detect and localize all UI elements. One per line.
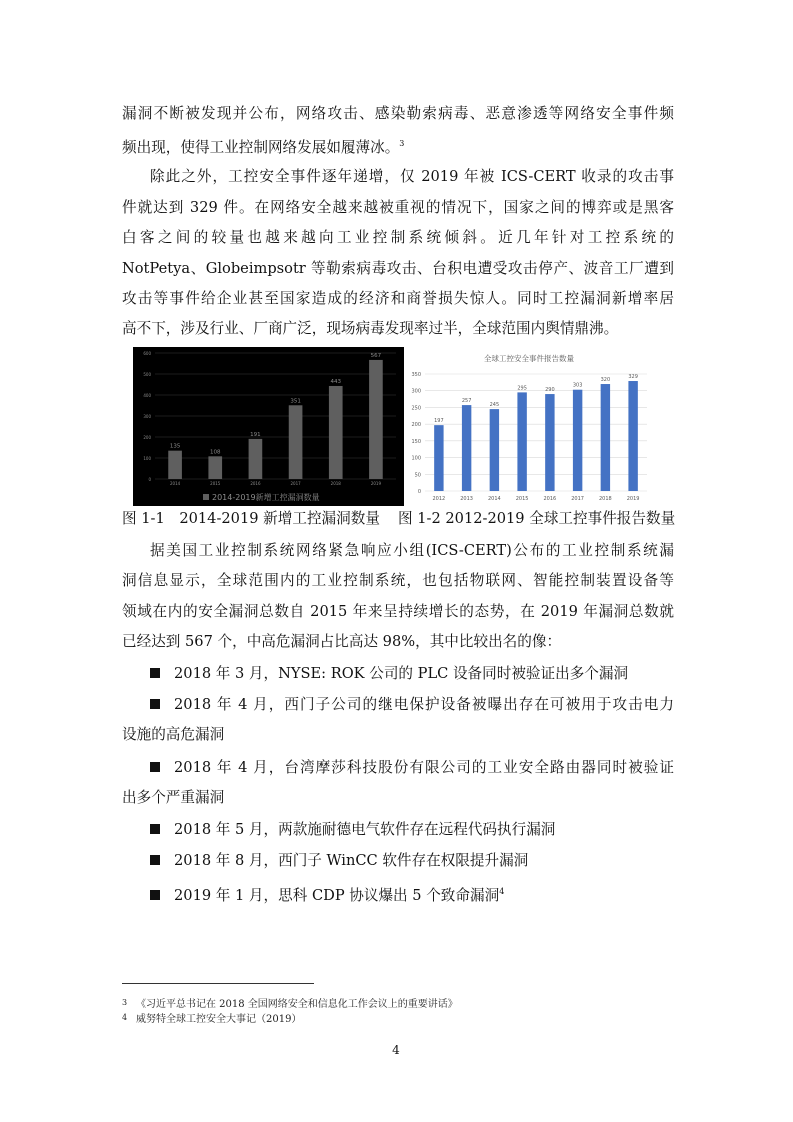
bar	[329, 386, 343, 479]
square-bullet-icon	[150, 668, 160, 678]
footnote-ref: 4	[499, 887, 505, 896]
x-tick-label: 2017	[571, 496, 584, 502]
legend-label: 2014-2019新增工控漏洞数量	[212, 493, 320, 502]
x-tick-label: 2012	[432, 496, 446, 502]
y-tick-label: 300	[411, 388, 421, 395]
body-text-line: 领域在内的安全漏洞总数自 2015 年来呈持续增长的态势，在 2019 年漏洞总数就	[122, 603, 674, 620]
y-tick-label: 200	[143, 435, 151, 440]
y-tick-label: 100	[411, 455, 421, 462]
data-label: 245	[489, 402, 500, 409]
vulnerability-count-chart	[133, 347, 404, 506]
data-label: 320	[600, 377, 611, 384]
footnote-text: 《习近平总书记在 2018 全国网络安全和信息化工作会议上的重要讲话》	[136, 999, 458, 1010]
body-text-line: 攻击等事件给企业甚至国家造成的经济和商誉损失惊人。同时工控漏洞新增率居	[122, 290, 674, 307]
square-bullet-icon	[150, 762, 160, 772]
y-tick-label: 400	[143, 393, 151, 398]
y-tick-label: 0	[417, 489, 421, 495]
square-bullet-icon	[150, 699, 160, 709]
bar	[628, 381, 637, 491]
bar	[545, 394, 554, 491]
x-tick-label: 2014	[488, 496, 501, 502]
bullet-continuation: 设施的高危漏洞	[122, 726, 225, 743]
data-label: 351	[290, 398, 301, 405]
bar	[434, 425, 443, 491]
y-tick-label: 50	[414, 472, 421, 479]
bullet-item	[150, 882, 674, 906]
y-tick-label: 250	[411, 405, 421, 412]
y-tick-label: 200	[411, 422, 421, 429]
body-text-line: 已经达到 567 个，中高危漏洞占比高达 98%，其中比较出名的像：	[122, 633, 562, 650]
y-tick-label: 300	[143, 414, 151, 419]
data-label: 329	[628, 374, 638, 381]
footnote	[122, 1011, 301, 1026]
bar	[208, 456, 222, 479]
body-text-line: 漏洞不断被发现并公布，网络攻击、感染勒索病毒、恶意渗透等网络安全事件频	[122, 105, 674, 122]
data-label: 290	[545, 387, 555, 394]
body-text-line: 白客之间的较量也越来越向工业控制系统倾斜。近几年针对工控系统的	[122, 229, 674, 246]
x-tick-label: 2013	[460, 496, 473, 502]
footnote-divider	[122, 983, 314, 984]
body-text-line: NotPetya、Globeimpsotr 等勒索病毒攻击、台积电遭受攻击停产、波音工厂遭到	[122, 260, 674, 277]
bullet-text: 2018 年 5 月，两款施耐德电气软件存在远程代码执行漏洞	[174, 821, 556, 838]
figure-caption-2: 图 1-2 2012-2019 全球工控事件报告数量	[398, 510, 676, 527]
data-label: 108	[210, 449, 221, 456]
y-tick-label: 500	[143, 372, 151, 377]
bar	[601, 384, 610, 491]
bullet-text: 2018 年 8 月，西门子 WinCC 软件存在权限提升漏洞	[174, 852, 529, 869]
footnote-ref: 3	[399, 139, 405, 148]
footnote-number: 3	[122, 998, 128, 1007]
data-label: 135	[169, 443, 181, 450]
bullet-text: 2018 年 4 月，西门子公司的继电保护设备被曝出存在可被用于攻击电力	[174, 696, 674, 713]
square-bullet-icon	[150, 824, 160, 834]
bullet-item	[150, 820, 674, 840]
square-bullet-icon	[150, 855, 160, 865]
bar	[289, 405, 303, 479]
y-tick-label: 0	[148, 477, 151, 482]
data-label: 443	[330, 378, 341, 385]
x-tick-label: 2018	[599, 496, 612, 502]
footnote-text: 威努特全球工控安全大事记（2019）	[136, 1014, 302, 1025]
x-tick-label: 2017	[290, 481, 301, 486]
x-tick-label: 2016	[250, 481, 261, 486]
body-text-line: 除此之外，工控安全事件逐年递增，仅 2019 年被 ICS-CERT 收录的攻击事	[150, 168, 674, 185]
bullet-item	[150, 695, 674, 715]
bar	[168, 451, 182, 479]
page-number: 4	[392, 1043, 400, 1057]
y-tick-label: 100	[143, 456, 151, 461]
footnote-number: 4	[122, 1013, 128, 1022]
body-text-line: 洞信息显示，全球范围内的工业控制系统，也包括物联网、智能控制装置设备等	[122, 572, 674, 589]
legend-swatch	[203, 494, 209, 500]
bar	[517, 392, 526, 491]
x-tick-label: 2016	[543, 496, 557, 502]
bullet-item	[150, 851, 674, 871]
y-tick-label: 150	[411, 438, 421, 445]
figure-caption-1: 图 1-1 2014-2019 新增工控漏洞数量	[122, 510, 380, 527]
data-label: 295	[517, 385, 527, 392]
data-label: 567	[370, 352, 382, 359]
body-text-line: 据美国工业控制系统网络紧急响应小组(ICS-CERT)公布的工业控制系统漏	[150, 542, 674, 559]
body-text-span: 频出现，使得工业控制网络发展如履薄冰。	[122, 139, 400, 156]
chart-title: 全球工控安全事件报告数量	[484, 354, 574, 363]
square-bullet-icon	[150, 890, 160, 900]
data-label: 191	[250, 431, 261, 438]
incident-count-chart	[405, 349, 653, 504]
data-label: 197	[434, 418, 444, 425]
x-tick-label: 2015	[515, 496, 529, 502]
x-tick-label: 2014	[169, 481, 181, 486]
bar	[369, 360, 383, 479]
data-label: 257	[461, 398, 472, 405]
x-tick-label: 2018	[330, 481, 341, 486]
bar	[573, 390, 582, 491]
bullet-item	[150, 664, 674, 684]
bullet-continuation: 出多个严重漏洞	[122, 789, 225, 806]
bar	[249, 439, 263, 479]
body-text-line: 高不下，涉及行业、厂商广泛，现场病毒发现率过半，全球范围内舆情鼎沸。	[122, 320, 619, 337]
bullet-text: 2018 年 4 月，台湾摩莎科技股份有限公司的工业安全路由器同时被验证	[174, 759, 674, 776]
body-text-line: 件就达到 329 件。在网络安全越来越被重视的情况下，国家之间的博弈或是黑客	[122, 199, 674, 216]
bullet-text: 2018 年 3 月，NYSE: ROK 公司的 PLC 设备同时被验证出多个漏洞	[174, 665, 629, 682]
data-label: 303	[572, 382, 583, 389]
bar	[490, 409, 499, 491]
y-tick-label: 600	[143, 351, 151, 356]
footnote	[122, 996, 458, 1011]
bullet-item	[150, 758, 674, 778]
bar	[462, 405, 471, 491]
body-text-line	[122, 134, 674, 158]
x-tick-label: 2015	[210, 481, 221, 486]
x-tick-label: 2019	[370, 481, 382, 486]
bullet-text: 2019 年 1 月，思科 CDP 协议爆出 5 个致命漏洞	[174, 887, 500, 904]
y-tick-label: 350	[411, 372, 421, 378]
x-tick-label: 2019	[626, 496, 640, 502]
